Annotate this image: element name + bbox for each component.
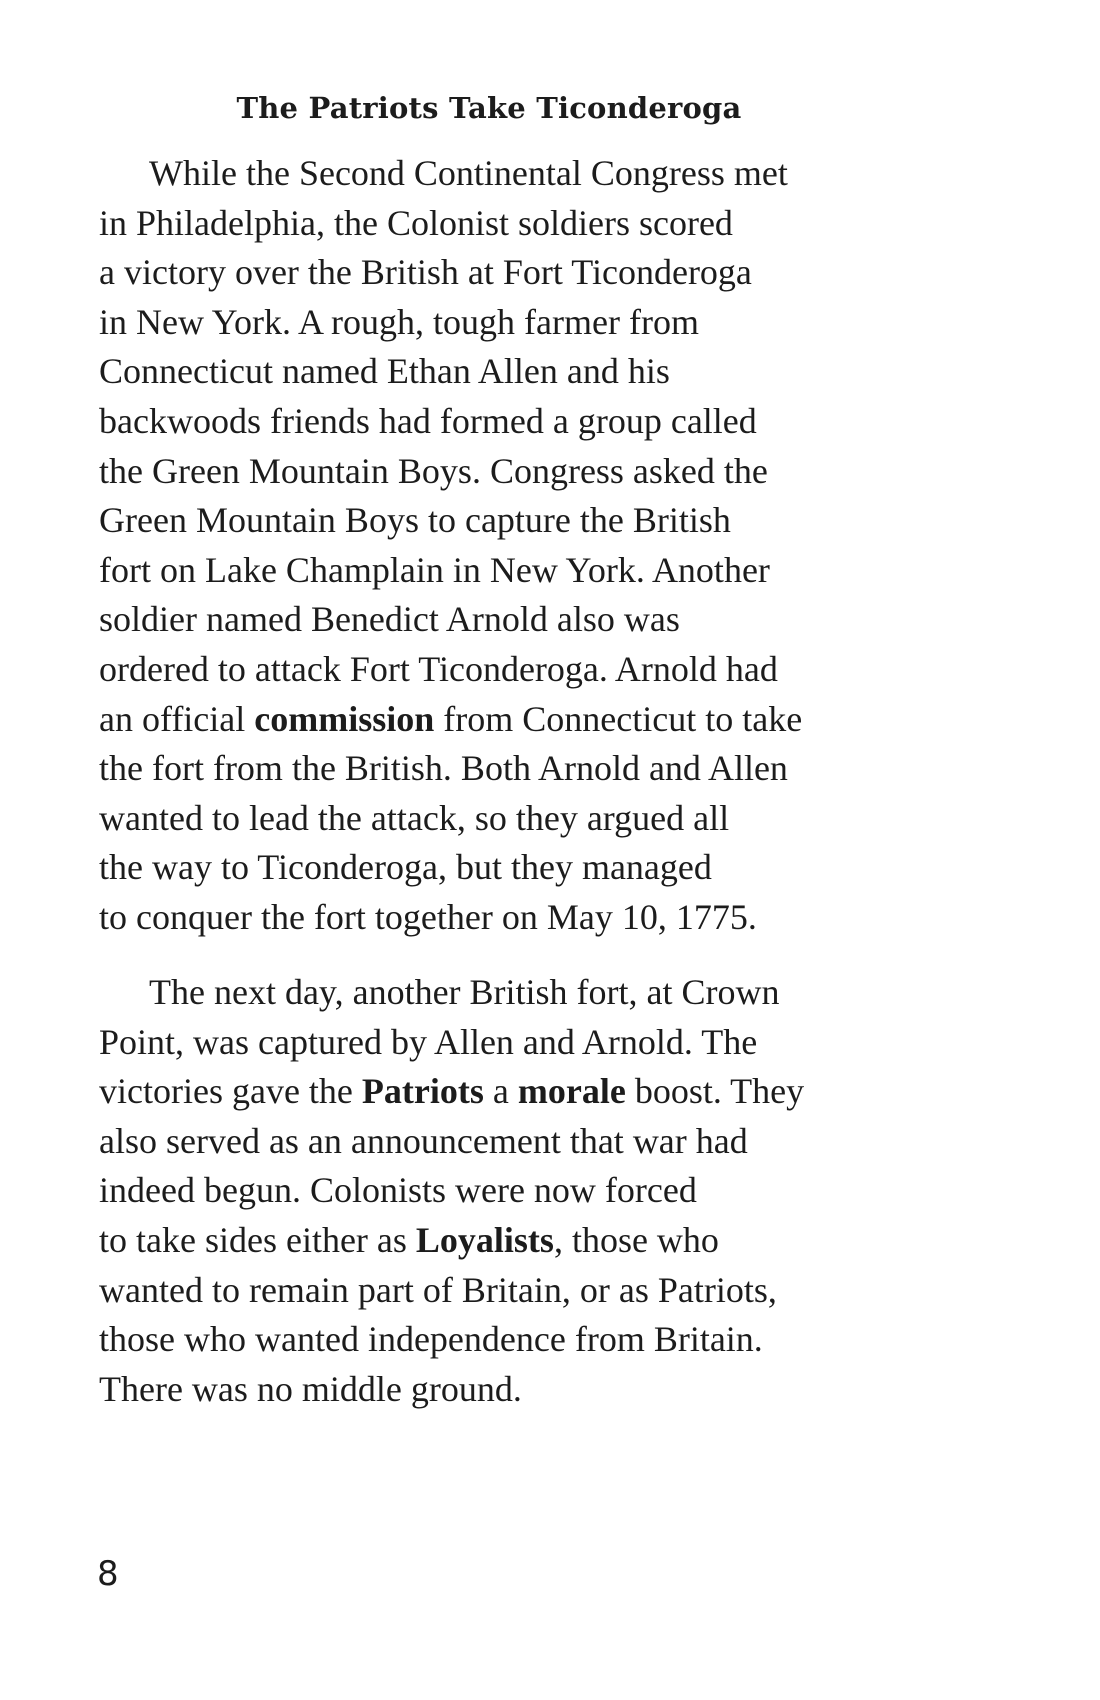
- text-line: the way to Ticonderoga, but they managed: [99, 847, 712, 888]
- text-line: [99, 695, 979, 745]
- paragraph-ticonderoga: [99, 149, 979, 943]
- text-segment: victories gave the: [99, 1071, 362, 1112]
- text-line: wanted to lead the attack, so they argued all: [99, 797, 730, 838]
- text-line: Green Mountain Boys to capture the British: [99, 500, 731, 541]
- text-line: While the Second Continental Congress met: [149, 153, 788, 193]
- text-line: soldier named Benedict Arnold also was: [99, 599, 680, 640]
- text-line: also served as an announcement that war had: [99, 1120, 748, 1161]
- paragraph-crown-point: [99, 968, 979, 1414]
- text-line: wanted to remain part of Britain, or as Patriots,: [99, 1269, 777, 1310]
- text-line: Point, was captured by Allen and Arnold. The: [99, 1021, 758, 1062]
- text-line: ordered to attack Fort Ticonderoga. Arnold had: [99, 648, 778, 689]
- text-line: indeed begun. Colonists were now forced: [99, 1170, 697, 1211]
- text-line: backwoods friends had formed a group called: [99, 400, 757, 441]
- text-line: The next day, another British fort, at Crown: [149, 972, 780, 1012]
- text-line: Connecticut named Ethan Allen and his: [99, 351, 670, 392]
- text-line: fort on Lake Champlain in New York. Another: [99, 549, 770, 590]
- text-segment: to take sides either as: [99, 1219, 416, 1260]
- text-segment: boost. They: [625, 1071, 805, 1112]
- text-line: in New York. A rough, tough farmer from: [99, 301, 699, 342]
- text-line: [99, 1216, 979, 1266]
- text-line: There was no middle ground.: [99, 1368, 522, 1409]
- section-heading: The Patriots Take Ticonderoga: [236, 91, 742, 125]
- glossary-term-loyalists: Loyalists: [415, 1219, 554, 1260]
- glossary-term-morale: morale: [517, 1071, 626, 1112]
- text-segment: a: [483, 1071, 518, 1112]
- page-number: 8: [97, 1554, 119, 1594]
- text-segment: from Connecticut to take: [434, 698, 803, 739]
- text-line: [99, 1067, 979, 1117]
- text-segment: , those who: [553, 1219, 719, 1260]
- glossary-term-commission: commission: [254, 698, 435, 739]
- text-line: to conquer the fort together on May 10, 1775.: [99, 896, 757, 937]
- text-line: the Green Mountain Boys. Congress asked the: [99, 450, 768, 491]
- text-line: a victory over the British at Fort Ticonderoga: [99, 252, 752, 293]
- glossary-term-patriots: Patriots: [361, 1071, 484, 1112]
- text-line: those who wanted independence from Britain.: [99, 1319, 763, 1360]
- text-segment: an official: [99, 698, 255, 739]
- text-line: the fort from the British. Both Arnold and Allen: [99, 748, 788, 789]
- text-line: in Philadelphia, the Colonist soldiers scored: [99, 202, 733, 243]
